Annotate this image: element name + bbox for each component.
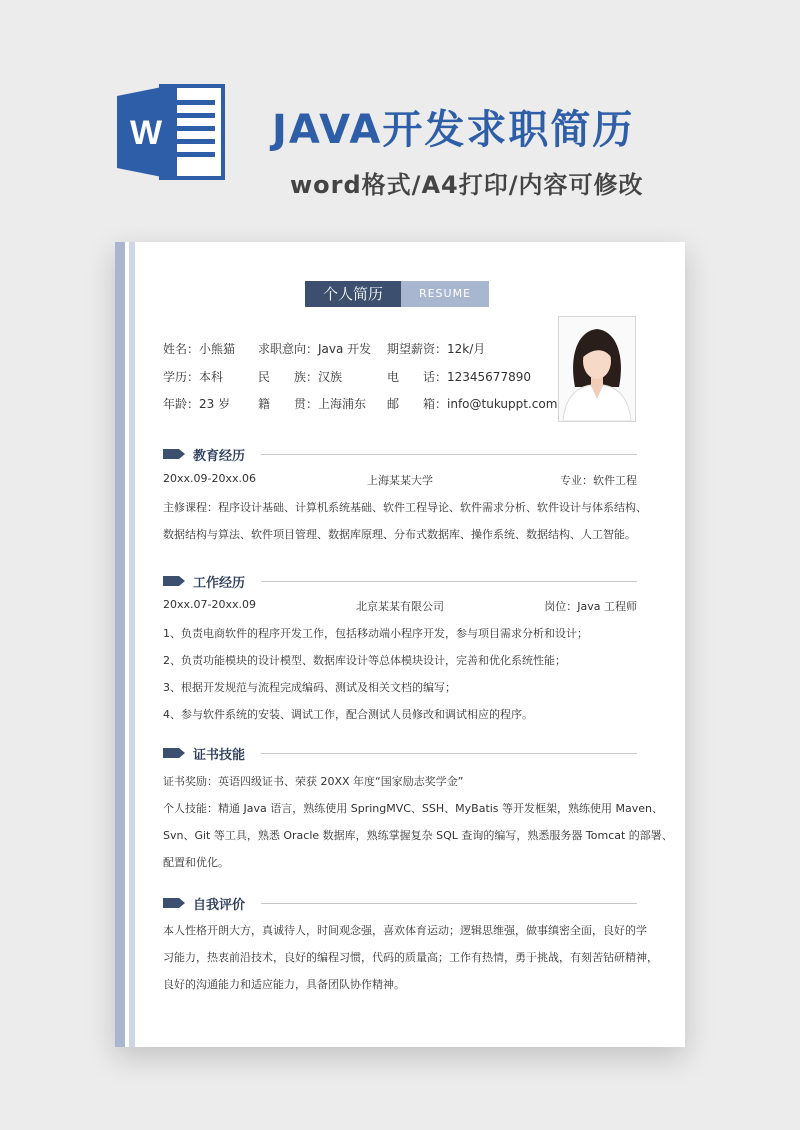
info-age: 年龄：23 岁 bbox=[163, 397, 231, 411]
info-salary: 期望薪资：12k/月 bbox=[387, 342, 486, 356]
section-title: 自我评价 bbox=[193, 898, 246, 913]
section-education bbox=[163, 446, 637, 462]
divider bbox=[261, 581, 637, 582]
info-phone: 电 话：12345677890 bbox=[387, 370, 531, 384]
education-period: 20xx.09-20xx.06 bbox=[163, 472, 256, 485]
section-skills bbox=[163, 745, 637, 761]
self-evaluation-line: 良好的沟通能力和适应能力，具备团队协作精神。 bbox=[163, 978, 405, 991]
info-name: 姓名：小熊猫 bbox=[163, 342, 236, 356]
chevron-right-icon bbox=[163, 748, 185, 758]
skills-line: 个人技能：精通 Java 语言，熟练使用 SpringMVC、SSH、MyBatis 等开发框架，熟练使用 Maven、 bbox=[163, 802, 664, 815]
divider bbox=[261, 903, 637, 904]
chevron-right-icon bbox=[163, 449, 185, 459]
chevron-right-icon bbox=[163, 898, 185, 908]
work-duty: 4、参与软件系统的安装、调试工作，配合测试人员修改和调试相应的程序。 bbox=[163, 708, 533, 721]
education-courses-line: 数据结构与算法、软件项目管理、数据库原理、分布式数据库、操作系统、数据结构、人工智能。 bbox=[163, 528, 636, 541]
work-duty: 1、负责电商软件的程序开发工作，包括移动端小程序开发，参与项目需求分析和设计； bbox=[163, 627, 588, 640]
header-title-cn: 个人简历 bbox=[305, 281, 401, 307]
section-self-evaluation bbox=[163, 895, 637, 911]
work-period: 20xx.07-20xx.09 bbox=[163, 598, 256, 611]
work-position: 岗位：Java 工程师 bbox=[544, 600, 637, 613]
resume-page bbox=[115, 242, 685, 1047]
profile-photo bbox=[558, 316, 636, 422]
skills-line: 配置和优化。 bbox=[163, 856, 229, 869]
work-company: 北京某某有限公司 bbox=[356, 600, 444, 613]
info-origin: 籍 贯：上海浦东 bbox=[258, 397, 367, 411]
side-accent-bar bbox=[115, 242, 125, 1047]
section-title: 工作经历 bbox=[193, 576, 246, 591]
work-summary bbox=[163, 598, 637, 611]
banner-title: JAVA开发求职简历 bbox=[272, 107, 635, 153]
section-title: 证书技能 bbox=[193, 748, 246, 763]
info-email: 邮 箱：info@tukuppt.com bbox=[387, 397, 558, 411]
education-summary bbox=[163, 472, 637, 485]
skills-line: Svn、Git 等工具，熟悉 Oracle 数据库，熟练掌握复杂 SQL 查询的编写，熟悉服务器 Tomcat 的部署、 bbox=[163, 829, 673, 842]
divider bbox=[261, 753, 637, 754]
resume-header bbox=[305, 281, 489, 307]
side-accent-line bbox=[129, 242, 135, 1047]
self-evaluation-line: 本人性格开朗大方，真诚待人，时间观念强，喜欢体育运动；逻辑思维强，做事缜密全面，良好的学 bbox=[163, 924, 647, 937]
section-work bbox=[163, 573, 637, 589]
word-icon bbox=[115, 82, 227, 182]
banner-subtitle: word格式/A4打印/内容可修改 bbox=[290, 171, 644, 199]
self-evaluation-line: 习能力，热衷前沿技术，良好的编程习惯，代码的质量高；工作有热情，勇于挑战，有刻苦钻研精神， bbox=[163, 951, 658, 964]
info-ethnic: 民 族：汉族 bbox=[258, 370, 343, 384]
education-school: 上海某某大学 bbox=[367, 474, 433, 487]
divider bbox=[261, 454, 637, 455]
header-title-en: RESUME bbox=[401, 281, 489, 307]
education-major: 专业：软件工程 bbox=[560, 474, 637, 487]
info-education: 学历：本科 bbox=[163, 370, 224, 384]
chevron-right-icon bbox=[163, 576, 185, 586]
section-title: 教育经历 bbox=[193, 449, 246, 464]
skills-line: 证书奖励：英语四级证书、荣获 20XX 年度“国家励志奖学金” bbox=[163, 775, 464, 788]
info-intent: 求职意向：Java 开发 bbox=[258, 342, 372, 356]
work-duty: 3、根据开发规范与流程完成编码、测试及相关文档的编写； bbox=[163, 681, 456, 694]
education-courses-line: 主修课程：程序设计基础、计算机系统基础、软件工程导论、软件需求分析、软件设计与体系结构、 bbox=[163, 501, 647, 514]
work-duty: 2、负责功能模块的设计模型、数据库设计等总体模块设计，完善和优化系统性能； bbox=[163, 654, 566, 667]
svg-text:W: W bbox=[129, 114, 163, 152]
